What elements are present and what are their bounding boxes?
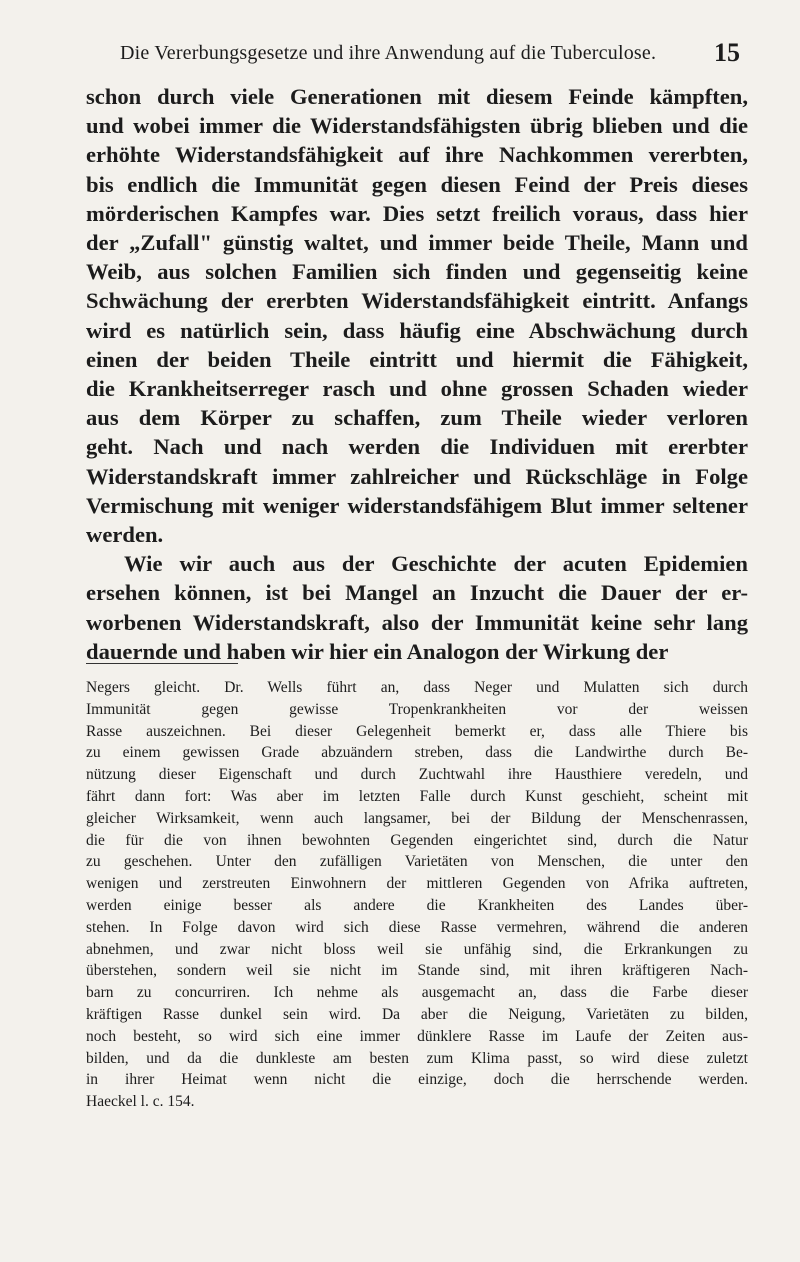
footnote-line: Negers gleicht. Dr. Wells führt an, dass Neger und Mulatten sich durch: [86, 679, 748, 696]
text-line: mörderischen Kampfes war. Dies setzt freilich voraus, dass hier: [86, 200, 748, 226]
footnote-line: abnehmen, und zwar nicht bloss weil sie unfähig sind, die Erkrankungen zu: [86, 940, 748, 958]
text-line: worbenen Widerstandskraft, also der Immunität keine sehr lang: [86, 609, 748, 635]
text-line: Wie wir auch aus der Geschichte der acuten Epidemien: [124, 551, 748, 577]
footnote-line: überstehen, sondern weil sie nicht im Stande sind, mit ihren kräftigeren Nach-: [86, 962, 748, 980]
footnote-line: gleicher Wirksamkeit, wenn auch langsamer, bei der Bildung der Menschenrassen,: [86, 809, 748, 827]
footnote-line: in ihrer Heimat wenn nicht die einzige, doch die herrschende werden.: [86, 1071, 748, 1089]
footnote-line: die für die von ihnen bewohnten Gegenden eingerichtet sind, durch die Natur: [86, 831, 748, 849]
footnote-line: zu geschehen. Unter den zufälligen Varietäten von Menschen, die unter den: [86, 853, 748, 871]
text-line: ersehen können, ist bei Mangel an Inzucht die Dauer der er-: [86, 580, 748, 606]
footnote-line: bilden, und da die dunkleste am besten zum Klima passt, so wird diese zuletzt: [86, 1049, 748, 1067]
text-line: dauernde und haben wir hier ein Analogon der Wirkung der: [86, 638, 669, 664]
text-line: einen der beiden Theile eintritt und hiermit die Fähigkeit,: [86, 346, 748, 372]
footnote-line: Haeckel l. c. 154.: [86, 1093, 195, 1111]
text-line: der „Zufall" günstig waltet, und immer beide Theile, Mann und: [86, 230, 748, 256]
page-number: 15: [714, 38, 740, 67]
footnote-line: noch besteht, so wird sich eine immer dünklere Rasse im Laufe der Zeiten aus-: [86, 1027, 748, 1045]
footnote: [86, 677, 748, 1113]
text-line: Schwächung der ererbten Widerstandsfähigkeit eintritt. Anfangs: [86, 288, 748, 314]
paragraph-2: [86, 549, 748, 666]
footnote-line: Immunität gegen gewisse Tropenkrankheiten vor der weissen: [86, 700, 748, 718]
text-line: erhöhte Widerstandsfähigkeit auf ihre Nachkommen vererbten,: [86, 142, 748, 168]
footnote-line: nützung dieser Eigenschaft und durch Zuchtwahl ihre Hausthiere veredeln, und: [86, 766, 748, 784]
running-title: Die Vererbungsgesetze und ihre Anwendung auf die Tuberculose.: [120, 42, 657, 64]
text-line: geht. Nach und nach werden die Individuen mit ererbter: [86, 434, 748, 460]
text-line: und wobei immer die Widerstandsfähigsten übrig blieben und die: [86, 113, 748, 139]
text-line: bis endlich die Immunität gegen diesen Feind der Preis dieses: [86, 171, 748, 197]
text-line: Weib, aus solchen Familien sich finden und gegenseitig keine: [86, 259, 748, 285]
footnote-line: wenigen und zerstreuten Einwohnern der mittleren Gegenden von Afrika auftreten,: [86, 875, 748, 893]
text-line: schon durch viele Generationen mit diesem Feinde kämpften,: [86, 84, 748, 109]
text-line: aus dem Körper zu schaffen, zum Theile wieder verloren: [86, 405, 748, 431]
text-line: Widerstandskraft immer zahlreicher und Rückschläge in Folge: [86, 463, 748, 489]
main-text: [86, 82, 748, 666]
footnote-line: barn zu concurriren. Ich nehme als ausgemacht an, dass die Farbe dieser: [86, 984, 748, 1002]
footnote-line: kräftigen Rasse dunkel sein wird. Da aber die Neigung, Varietäten zu bilden,: [86, 1005, 748, 1023]
footnote-separator: [86, 663, 238, 664]
running-head: [120, 38, 740, 68]
text-line: werden.: [86, 522, 164, 548]
text-line: wird es natürlich sein, dass häufig eine Abschwächung durch: [86, 317, 748, 343]
paragraph-1: [86, 82, 748, 549]
text-line: Vermischung mit weniger widerstandsfähigem Blut immer seltener: [86, 492, 748, 518]
footnote-line: Rasse auszeichnen. Bei dieser Gelegenheit bemerkt er, dass alle Thiere bis: [86, 722, 748, 740]
footnote-line: stehen. In Folge davon wird sich diese Rasse vermehren, während die anderen: [86, 918, 748, 936]
text-line: die Krankheitserreger rasch und ohne grossen Schaden wieder: [86, 376, 748, 402]
footnote-line: werden einige besser als andere die Krankheiten des Landes über-: [86, 896, 748, 914]
footnote-line: fährt dann fort: Was aber im letzten Falle durch Kunst geschieht, scheint mit: [86, 787, 748, 805]
footnote-line: zu einem gewissen Grade abzuändern streben, dass die Landwirthe durch Be-: [86, 744, 748, 762]
